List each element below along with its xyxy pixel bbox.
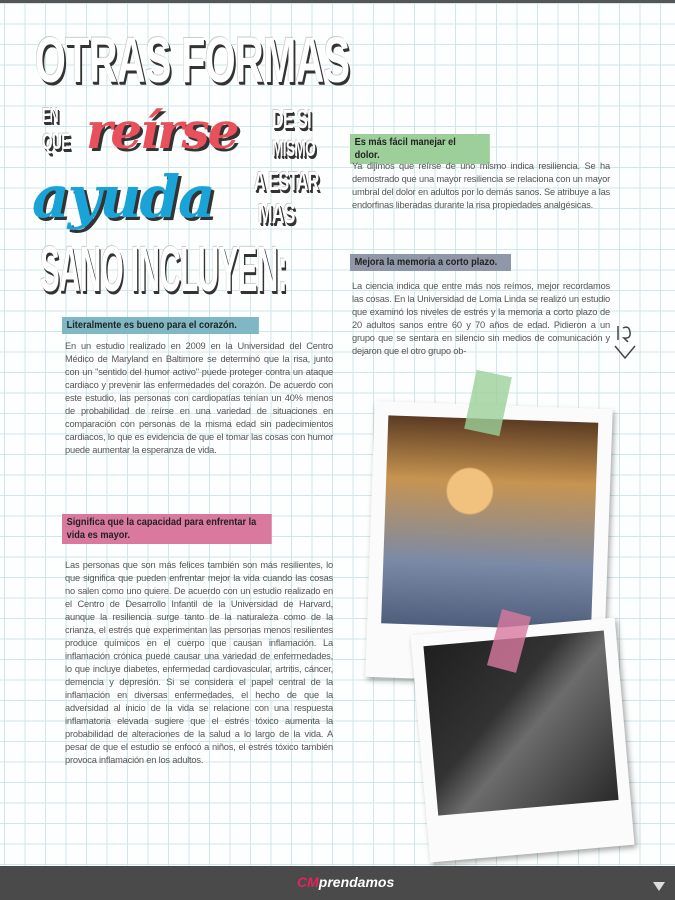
title-mas: MAS [258, 198, 295, 229]
section-body-resilience: Las personas que son más felices también son más resilientes, lo que significa que pueden enfrentar mejor la vida cuando las cosas no salen como uno quiere. De acuerdo con un estudio realizado en el Centro de Desarrollo Infantil de la Universidad de Harvard, aunque la resiliencia surge tanto de la naturaleza como de la crianza, el estrés que experimentan las personas menos resilientes produce químicos en el cuerpo que causan inflamación. La inflamación crónica puede causar una variedad de enfermedades, lo que incluye diabetes, enfermedad cardiovascular, artritis, cáncer, demencia y depresión. Si se considera el papel central de la inflamación en diversas enfermedades, el hecho de que la adversidad al inicio de la vida se relacione con una respuesta inflamatoria elevada sugiere que el estrés tóxico aumenta la probabilidad de alteraciones de la salud a lo largo de la vida. A pesar de que el estudio se enfocó a niños, el estrés tóxico también provoca inflamación en los adultos. [65, 560, 333, 765]
menu-triangle-icon[interactable] [653, 882, 665, 891]
section-heading-pain: Es más fácil manejar el dolor. [350, 134, 490, 164]
section-heading-resilience: Significa que la capacidad para enfrentar la vida es mayor. [62, 514, 272, 544]
section-heading-heart: Literalmente es bueno para el corazón. [62, 317, 259, 334]
title-line1: OTRAS FORMAS [35, 24, 350, 96]
logo-prendamos: prendamos [318, 874, 395, 890]
logo-cm: CM [297, 874, 319, 890]
title-mismo: MISMO [272, 136, 316, 161]
title-a-estar: A ESTAR [254, 166, 319, 196]
section-body-memory: La ciencia indica que entre más nos reímos, mejor recordamos las cosas. En la Universidad de Loma Linda se realizó un estudio que examinó los niveles de estrés y la memoria a corto plazo de 20 adultos sanos entre 60 y 70 años de edad. Pidieron a un grupo que se sentara en silencio sin medios de comunicación y dejaron que el otro grupo ob- [352, 281, 610, 356]
scroll-down-arrow-icon[interactable] [612, 322, 638, 362]
title-de-si: DE SI [272, 104, 312, 134]
title-reirse: reírse [86, 101, 238, 160]
top-border [0, 0, 675, 3]
title-ayuda: ayuda [32, 163, 214, 231]
section-heading-memory: Mejora la memoria a corto plazo. [350, 254, 511, 271]
title-que: QUE [42, 129, 70, 154]
section-body-heart: En un estudio realizado en 2009 en la Universidad del Centro Médico de Maryland en Baltimore se determinó que la risa, junto con un "sentido del humor activo" puede proteger contra un ataque cardiaco y prevenir las enfermedades del corazón. De acuerdo con este estudio, las personas con cardiopatías tenían un 40% menos de probabilidad de reírse en una variedad de situaciones en comparación con personas de la misma edad sin padecimientos cardiacos, lo que es evidencia de que el tomar las cosas con humor puede aumentar la esperanza de vida. [65, 341, 333, 455]
photo-frame-friends [410, 618, 634, 863]
title-line4: SANO INCLUYEN: [40, 233, 288, 305]
footer-logo[interactable] [297, 874, 394, 890]
section-body-pain: Ya dijimos que reírse de uno mismo indica resiliencia. Se ha demostrado que una mayor resiliencia se relaciona con un mayor umbral del dolor en adultos por lo demás sanos. Se atribuye a las endorfinas liberadas durante la risa propiedades analgésicas. [352, 161, 610, 210]
photo-dancing-friends [423, 631, 618, 816]
photo-laughing-woman [381, 415, 598, 630]
title-en: EN [42, 105, 58, 127]
